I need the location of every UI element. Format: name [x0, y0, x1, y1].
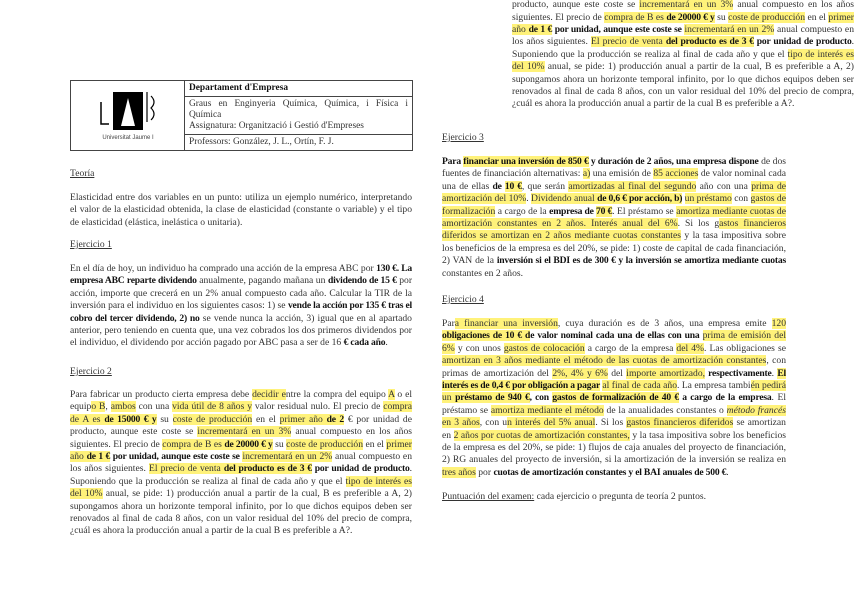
- highlighted-text: compra de B es: [604, 11, 667, 23]
- highlighted-text: coste de producción: [728, 11, 805, 23]
- highlighted-text: coste de producción: [172, 413, 253, 425]
- text-segment: se vende nunca la acción, 3) igual que en al apartado anterior, pero teniendo en cuenta que, una vez cobrados los dos primeros dividendos por el individuo, el dividendo por acción pagado por ABC pasa a ser de 16: [70, 312, 412, 349]
- highlighted-text: incrementará en un 2%: [242, 451, 333, 463]
- highlighted-text: gastos financieros diferidos: [626, 417, 734, 429]
- text-segment: de dos fuentes de financiación alternativas:: [442, 156, 786, 180]
- text-segment: En el día de hoy, un individuo ha comprado una acción de la empresa ABC por: [70, 263, 377, 274]
- highlighted-text: a): [582, 168, 591, 180]
- ejercicio-3-heading: Ejercicio 3: [442, 132, 484, 143]
- text-segment: una emisión de: [590, 168, 654, 180]
- ejercicio-1-heading: Ejercicio 1: [70, 239, 112, 250]
- professors: Professors: González, J. L., Ortín, F. J.: [185, 135, 413, 151]
- header-table: [70, 80, 413, 151]
- highlighted-text: del 4%: [676, 342, 705, 354]
- highlighted-text: en 3 años: [442, 417, 480, 429]
- text-segment: por unidad, aunque este coste se: [110, 451, 240, 463]
- highlighted-text: gastos de formalización de 40 €: [552, 392, 679, 404]
- text-segment: anual, se pide: 1) producción anual a partir de la cual, B es preferible a A, 2) supongamos ahora un horizonte temporal infinito, por lo que dichos equipos deben ser renovados al final de cada 8 años, con un valor residual del 10% del precio de compra, ¿cuál es ahora la producción anual a partir de la cual B es preferible a A?.: [70, 488, 412, 537]
- text-segment: . La empresa tambi: [677, 380, 751, 392]
- highlighted-text: compra de B es: [162, 438, 225, 450]
- text-segment: cuotas de amortización constantes y el BAI anuales de 500 €: [493, 466, 727, 478]
- highlighted-text: de 2: [326, 413, 345, 425]
- highlighted-text: n interés del 5% anual: [507, 417, 596, 429]
- highlighted-text: astos financieros diferidos se amortizan en 2 años mediante cuotas constantes: [442, 218, 786, 242]
- text-segment: . Si los g: [677, 218, 720, 230]
- text-segment: y con unos: [454, 342, 504, 354]
- highlighted-text: préstamo de 940 €: [455, 392, 530, 404]
- ejercicio-4-text: [442, 318, 786, 479]
- text-segment: . Suponiendo que la producción se realiza al final de cada año y que el: [512, 36, 854, 60]
- text-segment: producto, aunque este coste se: [512, 0, 636, 11]
- highlighted-text: obligaciones de 10 € d: [442, 330, 531, 342]
- text-segment: , con: [529, 392, 553, 404]
- highlighted-text: al final de cada año: [602, 380, 678, 392]
- exam-scoring: [442, 491, 786, 503]
- text-segment: y la tasa impositiva sobre los beneficios de la empresa es del 20%, se pide: 1) flujos de caja anuales del proyecto de financiación, 2) RG anuales del proyecto de inversión, si la amortización de la inversión se realiza en: [442, 429, 786, 466]
- university-logo: [71, 81, 185, 151]
- highlighted-text: 120: [771, 318, 786, 329]
- ejercicio-2-overflow: [512, 0, 854, 111]
- ejercicio-2-text-continued: [442, 0, 854, 123]
- text-segment: a cargo de la: [495, 205, 550, 217]
- text-segment: vende la acción por 135 € tras el cobro del tercer dividendo, 2) no: [70, 300, 413, 324]
- highlighted-text: incrementará en un 3%: [639, 0, 734, 11]
- highlighted-text: prima de amortización del 10%: [442, 180, 786, 205]
- highlighted-text: tres años: [442, 466, 476, 478]
- text-segment: por: [475, 466, 494, 478]
- highlighted-text: amortiza mediante el método: [490, 404, 604, 416]
- text-segment: por unidad de producto: [311, 463, 410, 475]
- highlighted-text: primer año: [512, 11, 854, 36]
- highlighted-text: importe amortizado,: [626, 367, 706, 379]
- text-segment: y duración de 2 años, una empresa dispone: [588, 156, 759, 167]
- text-segment: . El préstamo se: [612, 205, 677, 217]
- highlighted-text: én pedirá un: [442, 380, 786, 404]
- text-segment: .: [526, 193, 532, 205]
- highlighted-text: de 1 €: [86, 451, 111, 463]
- teoria-heading: Teoría: [70, 168, 95, 179]
- highlighted-text: por acción, b): [626, 193, 683, 205]
- text-segment: su: [272, 438, 287, 450]
- text-segment: en el: [363, 438, 387, 450]
- text-segment: se amortizan en: [442, 417, 786, 441]
- text-segment: su: [714, 11, 729, 23]
- department: Departament d'Empresa: [185, 81, 413, 97]
- highlighted-text: primer año: [279, 413, 327, 425]
- text-segment: año con una: [696, 180, 752, 192]
- text-segment: inversión si el BDI es de 300 € y la inversión se amortiza mediante cuotas: [496, 255, 786, 267]
- text-segment: respectivamente: [705, 367, 772, 379]
- text-segment: Para fabricar un producto cierta empresa debe: [70, 389, 253, 400]
- text-segment: con: [731, 193, 751, 205]
- text-segment: . El préstamo se: [442, 392, 787, 416]
- text-segment: ,: [105, 401, 111, 413]
- highlighted-text: 2 años por cuotas de amortización constantes,: [453, 429, 630, 441]
- text-segment: o el equip: [70, 389, 412, 413]
- highlighted-text: del producto es de 3 €: [665, 36, 754, 48]
- highlighted-text: amortiza mediante cuotas de amortización constantes en 2 años. Interés anual del 6%: [442, 205, 786, 230]
- teoria-text: [70, 192, 412, 229]
- highlighted-text: de 20000 € y: [224, 438, 273, 450]
- svg-text:Universitat Jaume I: Universitat Jaume I: [101, 134, 154, 141]
- highlighted-text: A: [388, 389, 395, 400]
- highlighted-text: amortizadas al final del segundo: [568, 180, 697, 192]
- highlighted-text: El precio de venta: [149, 463, 224, 475]
- highlighted-text: amortizan en 3 años mediante el método de las cuotas de amortización constantes: [442, 355, 767, 367]
- highlighted-text: tipo de interés es del 10%: [512, 48, 854, 73]
- text-segment: a cargo de la empresa: [678, 392, 772, 404]
- ejercicio-1-text: [70, 263, 412, 350]
- highlighted-text: vida útil de 8 años y: [172, 401, 252, 413]
- highlighted-text: decidir e: [252, 389, 286, 400]
- text-segment: por unidad de producto: [753, 36, 852, 48]
- highlighted-text: tipo de interés es del 10%: [70, 475, 412, 500]
- text-segment: anual compuesto en los años siguientes. El precio de: [512, 0, 854, 23]
- text-segment: . Suponiendo que la producción se realiza al final de cada año y que el: [70, 463, 412, 487]
- highlighted-text: de 20000 € y: [666, 11, 715, 23]
- highlighted-text: coste de producción: [286, 438, 363, 450]
- text-segment: , con u: [479, 417, 508, 429]
- text-segment: ntre la compra del equipo: [285, 389, 389, 400]
- scoring-text: cada ejercicio o pregunta de teoría 2 puntos.: [534, 491, 707, 502]
- highlighted-text: primer año: [70, 438, 412, 463]
- ejercicio-2-heading: Ejercicio 2: [70, 366, 112, 377]
- highlighted-text: de 1 €: [528, 24, 553, 36]
- text-segment: de la anualidades constantes o: [603, 404, 727, 416]
- highlighted-text: de 15000 € y: [104, 413, 157, 425]
- ejercicio-4-heading: Ejercicio 4: [442, 294, 484, 305]
- text-segment: dividendo de 15 €: [327, 275, 397, 287]
- text-segment: .: [385, 337, 388, 349]
- highlighted-text: 85 acciones: [653, 168, 699, 180]
- text-segment: del: [607, 367, 627, 379]
- text-segment: de: [492, 180, 505, 192]
- text-segment: Par: [442, 318, 455, 329]
- logo-icon: [83, 86, 173, 142]
- course-info: [185, 97, 413, 135]
- text-segment: su: [156, 413, 173, 425]
- text-segment: por acción, importe que crecerá en un 2% anual compuesto cada año. Calcular la TIR de la inversión para el individuo en los siguientes casos: 1) se: [70, 275, 413, 312]
- text-segment: por unidad, aunque este coste se: [552, 24, 682, 36]
- highlighted-text: incrementará en un 2%: [684, 24, 775, 36]
- highlighted-text: gastos de colocación: [503, 342, 585, 354]
- highlighted-text: El interés es de 0,4 € por obligación a pagar: [442, 367, 786, 392]
- highlighted-text: 70 €: [596, 205, 613, 217]
- ejercicio-2-text: [70, 389, 413, 537]
- text-segment: en el: [252, 413, 280, 425]
- highlighted-text: de 0,6 €: [597, 193, 627, 205]
- text-segment: € por unidad de producto, aunque este coste se: [70, 413, 412, 438]
- highlighted-text: a financiar una inversión: [454, 318, 558, 329]
- highlighted-text: un préstamo: [684, 193, 732, 205]
- highlighted-text: prima de emisión del 6%: [442, 330, 787, 354]
- highlighted-text: Dividendo anual: [531, 193, 598, 205]
- highlighted-text: o B: [91, 401, 106, 413]
- text-segment: anual, se pide: 1) producción anual a partir de la cual, B es preferible a A, 2) supongamos ahora un horizonte temporal infinito, por lo que dichos equipos deben ser renovados al final de cada 8 años, con un valor residual del 10% del precio de compra, ¿cuál es ahora la producción anual a partir de la cual B es preferible a A?.: [512, 61, 854, 110]
- text-segment: Elasticidad entre dos variables en un punto: utiliza un ejemplo numérico, interpretando el valor de la elasticidad obtenida, la clase de elasticidad (constante o variable) y el tipo de elasticidad (elástica, inelástica o unitaria).: [70, 192, 412, 228]
- highlighted-text: ambos: [110, 401, 136, 413]
- text-segment: , que serán: [521, 180, 569, 192]
- text-segment: anualmente, pagando mañana un: [196, 275, 328, 287]
- highlighted-text: gastos de formalización: [442, 193, 786, 217]
- text-segment: en el: [805, 11, 829, 23]
- text-segment: , cuya duración es de 3 años, una empresa emite: [557, 318, 772, 329]
- text-segment: con una: [135, 401, 173, 413]
- highlighted-text: método francés: [726, 404, 786, 416]
- highlighted-text: del producto es de 3 €: [223, 463, 312, 475]
- text-segment: . Las obligaciones se: [704, 342, 786, 354]
- subject: Assignatura: Organització i Gestió d'Empreses: [189, 121, 364, 131]
- text-segment: a cargo de la empresa: [584, 342, 677, 354]
- text-segment: e valor nominal cada una de ellas con una: [530, 330, 703, 342]
- text-segment: Para: [442, 156, 464, 167]
- text-segment: 130 €. La empresa ABC reparte dividendo: [70, 263, 412, 287]
- highlighted-text: 2%, 4% y 6%: [552, 367, 608, 379]
- text-segment: anual compuesto en los años siguientes.: [512, 24, 854, 48]
- ejercicio-3-text: [442, 156, 786, 280]
- highlighted-text: 10 €: [504, 180, 522, 192]
- text-segment: de valor nominal cada una de ellas: [442, 168, 786, 192]
- text-segment: constantes en 2 años.: [442, 267, 523, 279]
- text-segment: valor residual nulo. El precio de: [252, 401, 384, 413]
- highlighted-text: El precio de venta: [591, 36, 666, 48]
- text-segment: .: [771, 367, 778, 379]
- degrees: Graus en Enginyeria Química, Química, i Física i Química: [189, 99, 408, 120]
- highlighted-text: financiar una inversión de 850 €: [463, 156, 589, 167]
- text-segment: € cada año: [343, 337, 386, 349]
- text-segment: anual compuesto en los años siguientes.: [70, 451, 412, 475]
- highlighted-text: compra de A es: [70, 401, 412, 425]
- text-segment: anual compuesto en los años siguientes. El precio de: [70, 426, 413, 450]
- text-segment: empresa de: [549, 205, 597, 217]
- text-segment: y la tasa impositiva sobre los beneficios de la empresa es del 20%, se pide: 1) coste de capital de cada financiación, 2) VAN de la: [442, 230, 786, 267]
- text-segment: .: [726, 466, 729, 478]
- text-segment: , con primas de amortización del: [442, 355, 786, 379]
- scoring-label: Puntuación del examen:: [442, 491, 535, 502]
- highlighted-text: incrementará en un 3%: [197, 426, 292, 438]
- text-segment: . Si los: [595, 417, 627, 429]
